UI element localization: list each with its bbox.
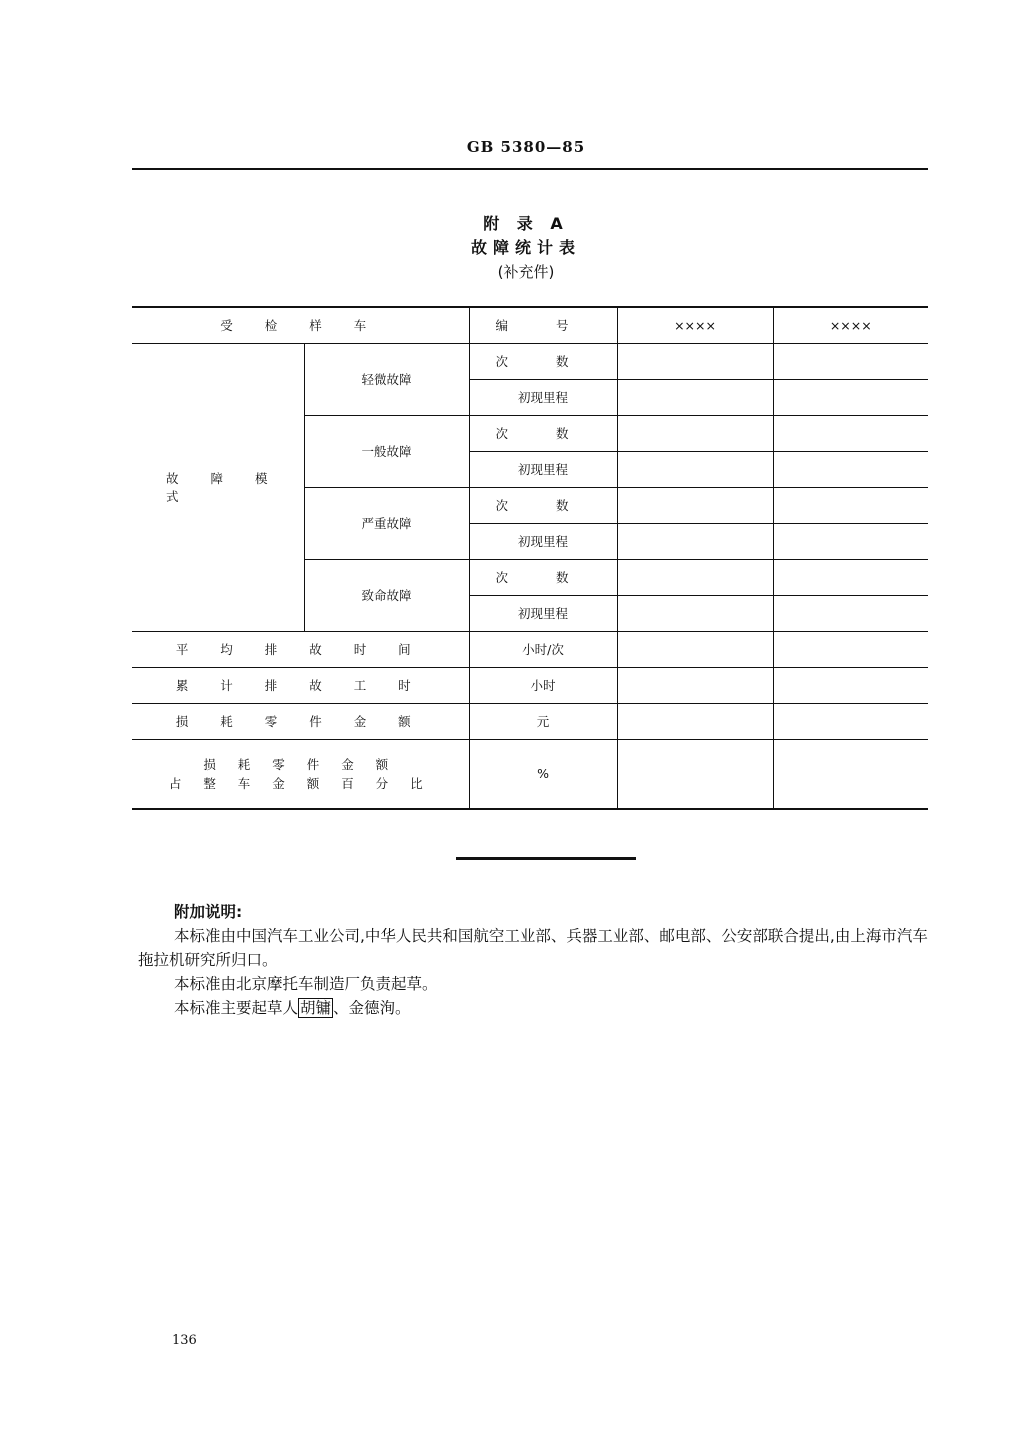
table-row xyxy=(132,343,928,379)
mode-name: 轻微故障 xyxy=(304,343,469,415)
failure-mode-label: 故 障 模 式 xyxy=(132,343,304,631)
unit-label: 元 xyxy=(469,703,617,739)
count-label: 次 数 xyxy=(469,559,617,595)
mode-name: 一般故障 xyxy=(304,415,469,487)
mileage-label: 初现里程 xyxy=(469,595,617,631)
notes-heading: 附加说明: xyxy=(174,903,243,921)
count-label: 次 数 xyxy=(469,487,617,523)
table-cell xyxy=(773,379,928,415)
additional-notes xyxy=(138,900,938,1020)
row-label: 平 均 排 故 时 间 xyxy=(132,631,469,667)
notes-paragraph: 本标准由北京摩托车制造厂负责起草。 xyxy=(174,975,438,993)
number-header: 编 号 xyxy=(469,307,617,343)
table-row xyxy=(132,631,928,667)
table-cell xyxy=(617,379,773,415)
vehicle-header: 受 检 样 车 xyxy=(132,307,469,343)
unit-label: 小时 xyxy=(469,667,617,703)
standard-code: GB 5380—85 xyxy=(466,138,586,156)
count-label: 次 数 xyxy=(469,415,617,451)
table-cell xyxy=(617,343,773,379)
table-cell xyxy=(617,631,773,667)
drafters-suffix: 、金德洵。 xyxy=(333,999,411,1017)
notes-paragraph: 本标准由中国汽车工业公司,中华人民共和国航空工业部、兵器工业部、邮电部、公安部联合提出,由上海市汽车拖拉机研究所归口。 xyxy=(138,927,928,969)
header-rule xyxy=(132,168,928,170)
table-cell xyxy=(617,451,773,487)
vehicle-a-header: ×××× xyxy=(617,307,773,343)
table-cell xyxy=(617,523,773,559)
unit-label: 小时/次 xyxy=(469,631,617,667)
table-cell xyxy=(773,415,928,451)
count-label: 次 数 xyxy=(469,343,617,379)
row-label: 损 耗 零 件 金 额 xyxy=(132,703,469,739)
boxed-drafter-name: 胡镛 xyxy=(300,999,332,1017)
row-label: 累 计 排 故 工 时 xyxy=(132,667,469,703)
appendix-note: (补充件) xyxy=(497,263,555,281)
notes-paragraph-drafters xyxy=(138,996,938,1020)
table-row xyxy=(132,667,928,703)
table-cell xyxy=(773,667,928,703)
table-cell xyxy=(617,739,773,809)
table-cell xyxy=(773,343,928,379)
table-cell xyxy=(773,595,928,631)
row-label-line: 损 耗 零 件 金 额 xyxy=(203,756,398,772)
vehicle-b-header: ×××× xyxy=(773,307,928,343)
table-cell xyxy=(617,415,773,451)
section-end-rule xyxy=(456,857,636,860)
table-row xyxy=(132,739,928,809)
failure-statistics-table xyxy=(132,306,928,810)
table-cell xyxy=(617,595,773,631)
table-cell xyxy=(773,739,928,809)
table-cell xyxy=(773,487,928,523)
mode-name: 致命故障 xyxy=(304,559,469,631)
drafters-prefix: 本标准主要起草人 xyxy=(174,999,299,1017)
page-number: 136 xyxy=(172,1333,197,1348)
table-cell xyxy=(773,631,928,667)
unit-label: % xyxy=(469,739,617,809)
table-header-row xyxy=(132,307,928,343)
table-cell xyxy=(617,487,773,523)
table-cell xyxy=(773,523,928,559)
table-cell xyxy=(617,667,773,703)
row-label-line: 占 整 车 金 额 百 分 比 xyxy=(168,775,432,791)
table-cell xyxy=(773,451,928,487)
appendix-title: 故障统计表 xyxy=(470,238,581,257)
mileage-label: 初现里程 xyxy=(469,523,617,559)
table-cell xyxy=(773,559,928,595)
table-row xyxy=(132,703,928,739)
row-label-percentage xyxy=(132,739,469,809)
mileage-label: 初现里程 xyxy=(469,379,617,415)
mode-name: 严重故障 xyxy=(304,487,469,559)
table-cell xyxy=(617,559,773,595)
table-cell xyxy=(773,703,928,739)
appendix-label: 附 录 A xyxy=(483,214,569,233)
mileage-label: 初现里程 xyxy=(469,451,617,487)
table-cell xyxy=(617,703,773,739)
